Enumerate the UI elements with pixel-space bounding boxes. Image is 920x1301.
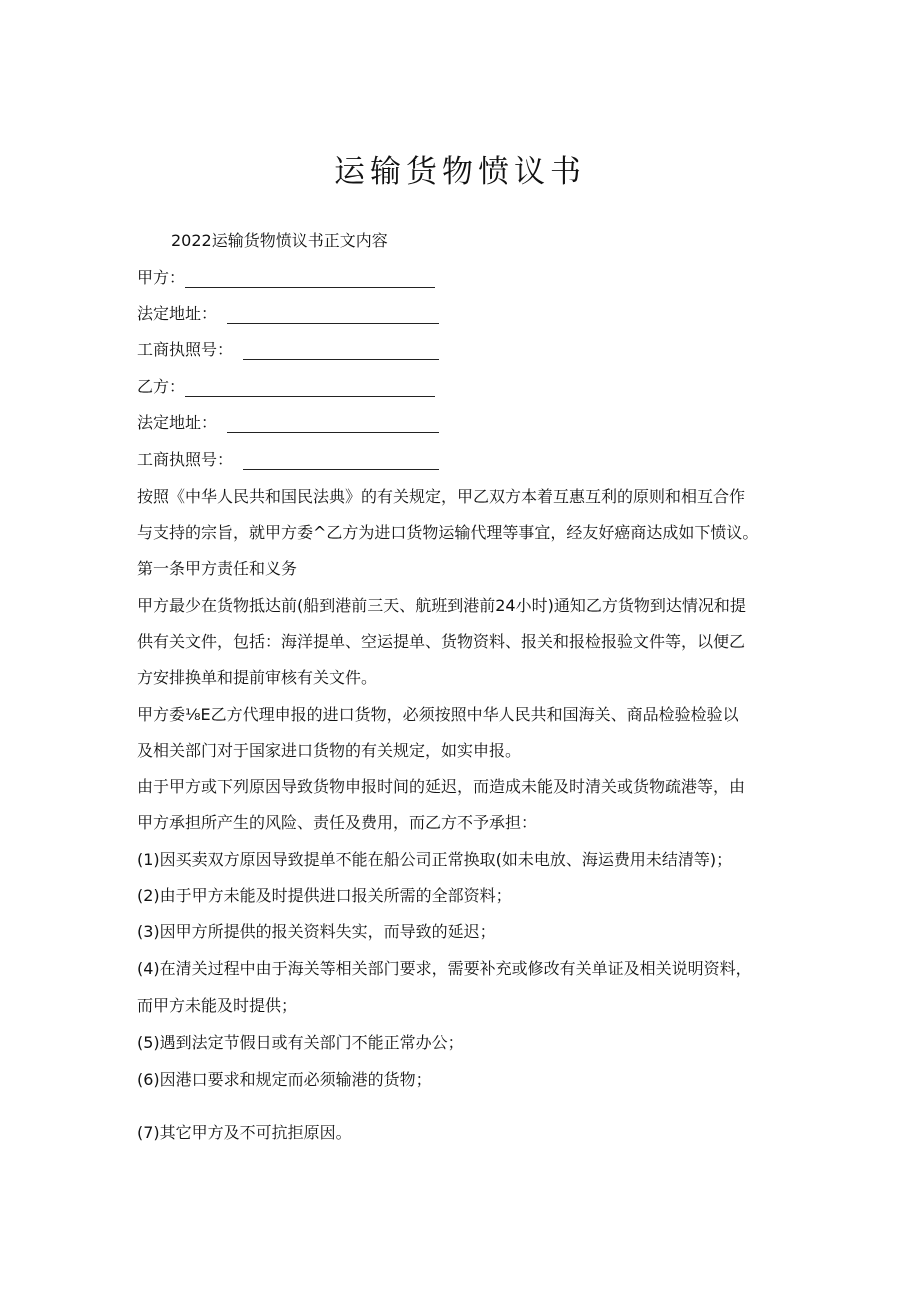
party-b-label: 乙方：: [137, 377, 186, 396]
list-item: (7)其它甲方及不可抗拒原因。: [137, 1123, 352, 1142]
party-a-address-field[interactable]: [227, 307, 439, 324]
document-title: 运输货物愤议书: [334, 154, 586, 190]
intro-line: 与支持的宗旨，就甲方委^乙方为进口货物运输代理等事宜，经友好癌商达成如下愤议。: [137, 523, 759, 542]
party-b-address-row: [137, 413, 439, 433]
paragraph-line: 甲方委⅛E乙方代理申报的进口货物，必须按照中华人民共和国海关、商品检验检验以: [137, 705, 739, 724]
party-b-field[interactable]: [185, 380, 435, 397]
party-b-license-row: [137, 450, 439, 470]
party-a-license-label: 工商执照号：: [137, 340, 234, 359]
list-item: (4)在清关过程中由于海关等相关部门要求，需要补充或修改有关单证及相关说明资料，: [137, 959, 752, 978]
party-a-row: [137, 268, 435, 288]
party-a-address-row: [137, 304, 439, 324]
party-a-license-row: [137, 340, 439, 360]
party-b-license-field[interactable]: [243, 453, 439, 470]
list-item: (5)遇到法定节假日或有关部门不能正常办公；: [137, 1033, 464, 1052]
paragraph-line: 由于甲方或下列原因导致货物申报时间的延迟，而造成未能及时清关或货物疏港等，由: [137, 777, 746, 796]
paragraph-line: 甲方承担所产生的风险、责任及费用，而乙方不予承担：: [137, 813, 538, 832]
party-a-license-field[interactable]: [243, 343, 439, 360]
paragraph-line: 方安排换单和提前审核有关文件。: [137, 668, 378, 687]
party-b-address-field[interactable]: [227, 416, 439, 433]
party-b-license-label: 工商执照号：: [137, 450, 234, 469]
party-b-row: [137, 377, 435, 397]
list-item: (2)由于甲方未能及时提供进口报关所需的全部资料；: [137, 886, 512, 905]
party-a-label: 甲方：: [137, 268, 186, 287]
list-item: (3)因甲方所提供的报关资料失实，而导致的延迟；: [137, 922, 496, 941]
party-b-address-label: 法定地址：: [137, 413, 218, 432]
paragraph-line: 供有关文件，包括：海洋提单、空运提单、货物资料、报关和报检报验文件等，以便乙: [137, 632, 746, 651]
article-1-heading: 第一条甲方责任和义务: [137, 559, 298, 578]
list-item: (1)因买卖双方原因导致提单不能在船公司正常换取(如未电放、海运费用未结清等)；: [137, 850, 733, 869]
party-a-address-label: 法定地址：: [137, 304, 218, 323]
list-item: 而甲方未能及时提供；: [137, 996, 298, 1015]
intro-line: 按照《中华人民共和国民法典》的有关规定，甲乙双方本着互惠互利的原则和相互合作: [137, 487, 746, 506]
party-a-field[interactable]: [185, 271, 435, 288]
paragraph-line: 甲方最少在货物抵达前(船到港前三天、航班到港前24小时)通知乙方货物到达情况和提: [137, 596, 746, 615]
document-subtitle: 2022运输货物愤议书正文内容: [171, 231, 388, 250]
list-item: (6)因港口要求和规定而必须输港的货物；: [137, 1070, 432, 1089]
paragraph-line: 及相关部门对于国家进口货物的有关规定，如实申报。: [137, 741, 522, 760]
